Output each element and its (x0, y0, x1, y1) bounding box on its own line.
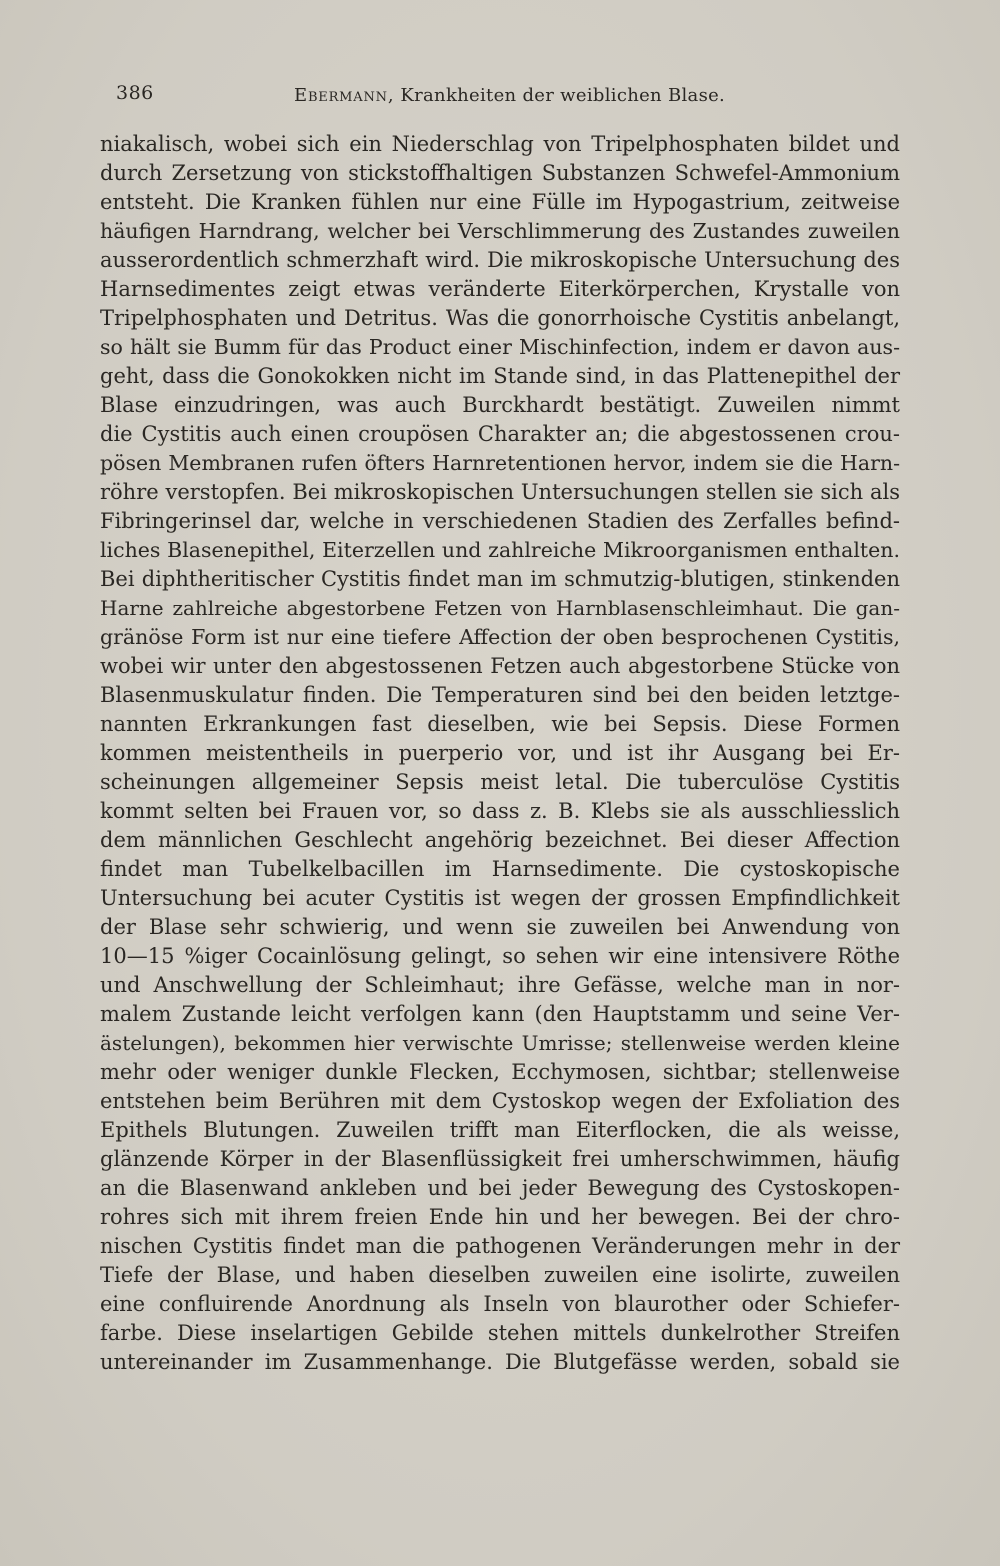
text-line: der Blase sehr schwierig, und wenn sie zuweilen bei Anwendung von (100, 915, 900, 939)
text-line: Untersuchung bei acuter Cystitis ist wegen der grossen Empfindlichkeit (100, 886, 900, 910)
text-line: durch Zersetzung von stickstoffhaltigen Substanzen Schwefel-Ammonium (100, 161, 900, 185)
text-line: Tiefe der Blase, und haben dieselben zuweilen eine isolirte, zuweilen (100, 1263, 900, 1287)
text-line: wobei wir unter den abgestossenen Fetzen auch abgestorbene Stücke von (100, 654, 900, 678)
text-line: Harnsedimentes zeigt etwas veränderte Eiterkörperchen, Krystalle von (100, 277, 900, 301)
text-line: 10—15 %iger Cocainlösung gelingt, so sehen wir eine intensivere Röthe (100, 944, 900, 968)
text-line: niakalisch, wobei sich ein Niederschlag von Tripelphosphaten bildet und (100, 132, 900, 156)
text-line: farbe. Diese inselartigen Gebilde stehen mittels dunkelrother Streifen (100, 1321, 900, 1345)
text-line: ästelungen), bekommen hier verwischte Umrisse; stellenweise werden kleine (100, 1031, 900, 1055)
text-line: Epithels Blutungen. Zuweilen trifft man Eiterflocken, die als weisse, (100, 1118, 900, 1142)
body-text (100, 130, 900, 1377)
text-line: röhre verstopfen. Bei mikroskopischen Untersuchungen stellen sie sich als (100, 480, 900, 504)
text-line: eine confluirende Anordnung als Inseln von blaurother oder Schiefer- (100, 1292, 900, 1316)
text-line: an die Blasenwand ankleben und bei jeder Bewegung des Cystoskopen- (100, 1176, 900, 1200)
running-head-author: Ebermann, (294, 85, 395, 106)
text-line: Fibringerinsel dar, welche in verschiedenen Stadien des Zerfalles befind- (100, 509, 900, 533)
text-line: findet man Tubelkelbacillen im Harnsedimente. Die cystoskopische (100, 857, 900, 881)
text-line: rohres sich mit ihrem freien Ende hin und her bewegen. Bei der chro- (100, 1205, 900, 1229)
text-line: nannten Erkrankungen fast dieselben, wie bei Sepsis. Diese Formen (100, 712, 900, 736)
running-head (294, 85, 725, 106)
text-line: pösen Membranen rufen öfters Harnretentionen hervor, indem sie die Harn- (100, 451, 900, 475)
text-line: entsteht. Die Kranken fühlen nur eine Fülle im Hypogastrium, zeitweise (100, 190, 900, 214)
text-line: gränöse Form ist nur eine tiefere Affection der oben besprochenen Cystitis, (100, 625, 900, 649)
text-line: untereinander im Zusammenhange. Die Blutgefässe werden, sobald sie (100, 1350, 900, 1374)
page-header (116, 82, 896, 112)
text-line: malem Zustande leicht verfolgen kann (den Hauptstamm und seine Ver- (100, 1002, 900, 1026)
text-line: Blasenmuskulatur finden. Die Temperaturen sind bei den beiden letztge- (100, 683, 900, 707)
text-line: ausserordentlich schmerzhaft wird. Die mikroskopische Untersuchung des (100, 248, 900, 272)
text-line: so hält sie Bumm für das Product einer Mischinfection, indem er davon aus- (100, 335, 900, 359)
text-line: Tripelphosphaten und Detritus. Was die gonorrhoische Cystitis anbelangt, (100, 306, 900, 330)
text-line: geht, dass die Gonokokken nicht im Stande sind, in das Plattenepithel der (100, 364, 900, 388)
text-line: mehr oder weniger dunkle Flecken, Ecchymosen, sichtbar; stellenweise (100, 1060, 900, 1084)
text-line: und Anschwellung der Schleimhaut; ihre Gefässe, welche man in nor- (100, 973, 900, 997)
page-number: 386 (116, 82, 154, 104)
text-line: entstehen beim Berühren mit dem Cystoskop wegen der Exfoliation des (100, 1089, 900, 1113)
text-line: kommt selten bei Frauen vor, so dass z. B. Klebs sie als ausschliesslich (100, 799, 900, 823)
text-line: die Cystitis auch einen croupösen Charakter an; die abgestossenen crou- (100, 422, 900, 446)
text-line: glänzende Körper in der Blasenflüssigkeit frei umherschwimmen, häufig (100, 1147, 900, 1171)
text-line: Harne zahlreiche abgestorbene Fetzen von Harnblasenschleimhaut. Die gan- (100, 596, 900, 620)
text-line: nischen Cystitis findet man die pathogenen Veränderungen mehr in der (100, 1234, 900, 1258)
text-line: scheinungen allgemeiner Sepsis meist letal. Die tuberculöse Cystitis (100, 770, 900, 794)
text-line: liches Blasenepithel, Eiterzellen und zahlreiche Mikroorganismen enthalten. (100, 538, 900, 562)
text-line: Bei diphtheritischer Cystitis findet man im schmutzig-blutigen, stinkenden (100, 567, 900, 591)
text-line: Blase einzudringen, was auch Burckhardt bestätigt. Zuweilen nimmt (100, 393, 900, 417)
text-line: dem männlichen Geschlecht angehörig bezeichnet. Bei dieser Affection (100, 828, 900, 852)
running-head-title: Krankheiten der weiblichen Blase. (400, 85, 726, 106)
text-line: häufigen Harndrang, welcher bei Verschlimmerung des Zustandes zuweilen (100, 219, 900, 243)
text-line: kommen meistentheils in puerperio vor, und ist ihr Ausgang bei Er- (100, 741, 900, 765)
